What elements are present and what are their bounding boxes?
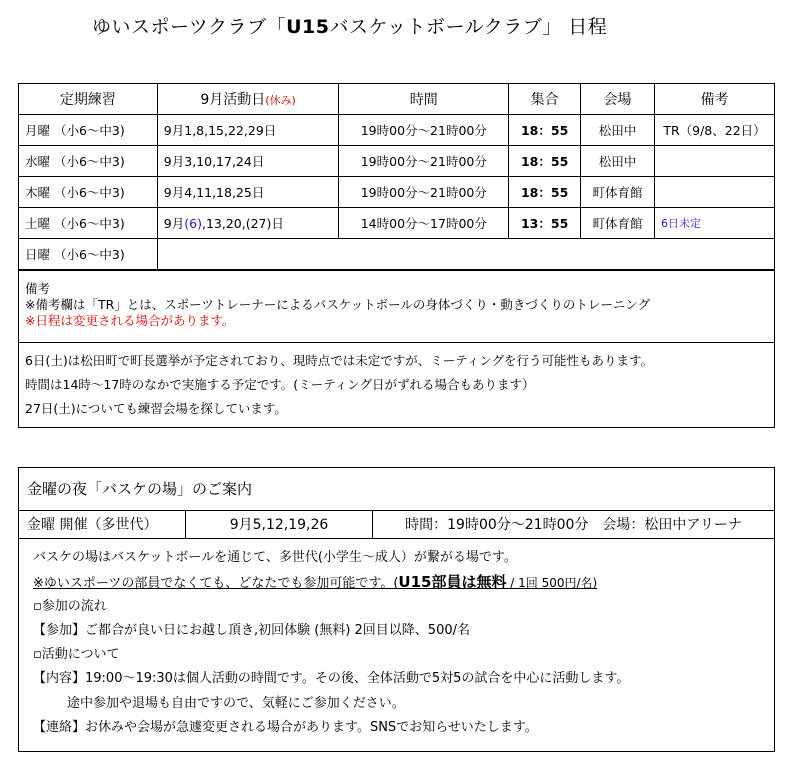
- free-price: / 1回 500円/名): [506, 576, 598, 591]
- table-row: [19, 177, 775, 208]
- notes-box: [18, 270, 775, 428]
- cell-practice: 土曜 （小6～中3): [19, 208, 158, 239]
- friday-line: バスケの場はバスケットボールを通じて、多世代(小学生～成人）が繋がる場です。: [33, 550, 517, 565]
- header-remarks: 備考: [655, 84, 775, 115]
- friday-line: 【参加】ご都合が良い日にお越し頂き,初回体験 (無料) 2回目以降、500/名: [33, 622, 471, 638]
- cell-meet: 18：55: [509, 115, 581, 146]
- table-row: [19, 239, 775, 270]
- cell-venue: 松田中: [581, 146, 655, 177]
- cell-meet: 13：55: [509, 208, 581, 239]
- friday-body: [19, 539, 774, 740]
- cell-remarks: [655, 146, 775, 177]
- friday-heading: 金曜の夜「バスケの場」のご案内: [19, 468, 774, 511]
- cell-time: 19時00分～21時00分: [339, 115, 509, 146]
- days-undecided: (6): [184, 216, 202, 231]
- info-line: 時間は14時～17時のなかで実施する予定です。(ミーティング日がずれる場合もあります）: [25, 377, 535, 392]
- notes-warning: ※日程は変更される場合があります。: [25, 313, 235, 328]
- header-days: [157, 84, 339, 115]
- days-part: 9月: [163, 216, 185, 231]
- cell-meet: 18：55: [509, 177, 581, 208]
- days-part: ,13,20,(27)日: [201, 216, 284, 231]
- cell-days: 9月4,11,18,25日: [157, 177, 339, 208]
- friday-line: ▫活動について: [33, 647, 120, 663]
- header-venue: 会場: [581, 84, 655, 115]
- info-line: 27日(土)についても練習会場を探しています。: [25, 401, 287, 416]
- notes-line: ※備考欄は「TR」とは、スポーツトレーナーによるバスケットボールの身体づくり・動きづくりのトレーニング: [25, 297, 651, 312]
- friday-line-free: [33, 570, 774, 594]
- friday-line: 【連絡】お休みや会場が急遽変更される場合があります。SNSでお知らせいたします。: [33, 720, 538, 736]
- cell-remarks: TR（9/8、22日）: [655, 115, 775, 146]
- cell-time: 19時00分～21時00分: [339, 177, 509, 208]
- cell-practice: 水曜 （小6～中3): [19, 146, 158, 177]
- title-prefix: ゆいスポーツクラブ「: [92, 16, 287, 38]
- friday-dates: 9月5,12,19,26: [186, 511, 373, 538]
- header-meet: 集合: [509, 84, 581, 115]
- friday-line: ▫参加の流れ: [33, 598, 107, 614]
- cell-empty: [157, 239, 774, 270]
- table-row: [19, 208, 775, 239]
- notes-remarks: [19, 271, 774, 343]
- header-time: 時間: [339, 84, 509, 115]
- cell-days: 9月3,10,17,24日: [157, 146, 339, 177]
- cell-meet: 18：55: [509, 146, 581, 177]
- friday-line: 【内容】19:00～19:30は個人活動の時間です。その後、全体活動で5対5の試合を中心に活動します。: [33, 671, 630, 687]
- friday-time-venue: 時間：19時00分～21時00分 会場：松田中アリーナ: [405, 517, 742, 533]
- friday-line: 途中参加や退場も自由ですので、気軽にご参加ください。: [67, 695, 405, 711]
- table-row: [19, 115, 775, 146]
- free-emphasis: U15部員は無料: [398, 573, 507, 592]
- cell-venue: 町体育館: [581, 208, 655, 239]
- cell-time: 14時00分～17時00分: [339, 208, 509, 239]
- free-text: ※ゆいスポーツの部員でなくても、どなたでも参加可能です。(: [33, 576, 399, 592]
- page-title: [92, 12, 607, 39]
- cell-venue: 松田中: [581, 115, 655, 146]
- friday-box: [18, 467, 775, 752]
- friday-event: 金曜 開催（多世代）: [19, 511, 186, 538]
- schedule-table: [18, 83, 775, 270]
- friday-info-row: [19, 511, 774, 539]
- cell-venue: 町体育館: [581, 177, 655, 208]
- cell-remarks: [655, 177, 775, 208]
- cell-practice: 月曜 （小6～中3): [19, 115, 158, 146]
- cell-practice: 日曜 （小6～中3): [19, 239, 158, 270]
- cell-days: 9月1,8,15,22,29日: [157, 115, 339, 146]
- header-days-label: 9月活動日: [200, 92, 266, 108]
- table-header-row: [19, 84, 775, 115]
- cell-practice: 木曜 （小6～中3): [19, 177, 158, 208]
- table-row: [19, 146, 775, 177]
- cell-remarks: 6日未定: [655, 208, 775, 239]
- notes-label: 備考: [25, 281, 51, 296]
- title-suffix: バスケットボールクラブ」 日程: [329, 16, 608, 38]
- cell-days: [157, 208, 339, 239]
- header-days-note: (休み): [265, 94, 296, 107]
- header-practice: 定期練習: [19, 84, 158, 115]
- notes-info: [19, 343, 774, 421]
- cell-time: 19時00分～21時00分: [339, 146, 509, 177]
- info-line: 6日(土)は松田町で町長選挙が予定されており、現時点では未定ですが、ミーティングを行う可能性もあります。: [25, 353, 653, 368]
- title-bold: U15: [286, 16, 330, 38]
